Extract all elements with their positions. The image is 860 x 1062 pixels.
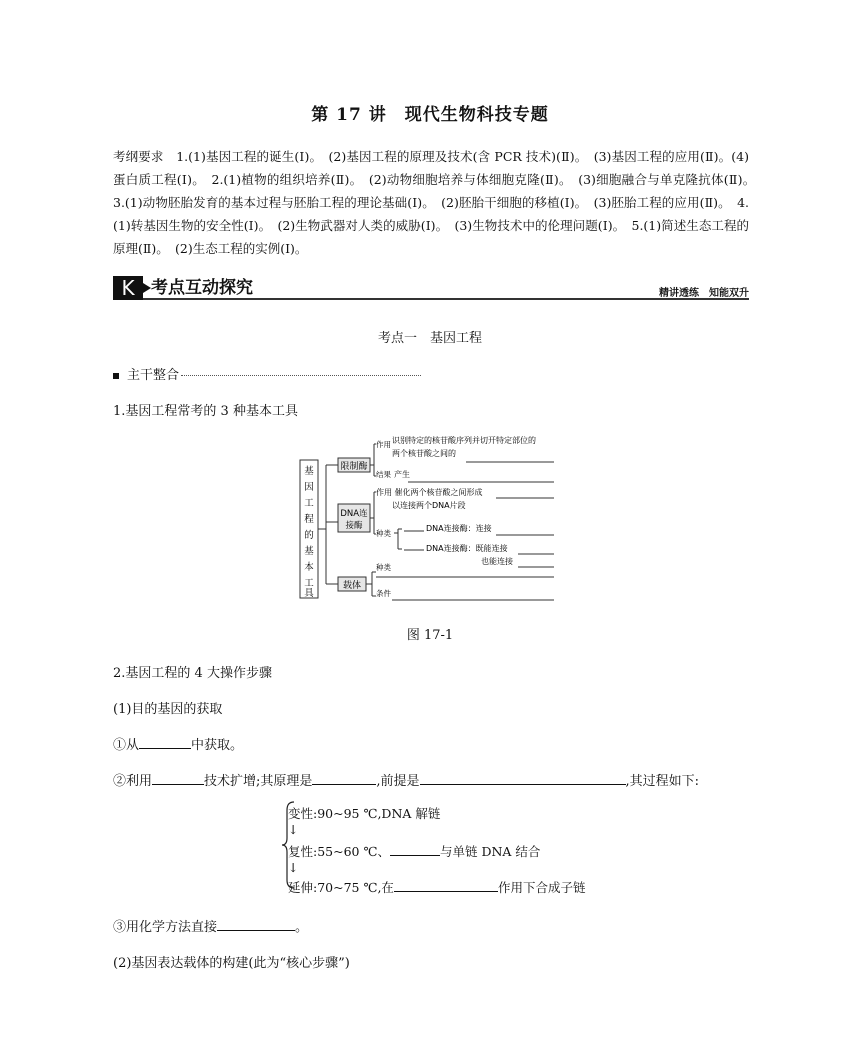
q2-text-d: ,其过程如下: [625,774,700,789]
root-char-1: 因 [304,482,314,493]
root-char-4: 的 [304,530,314,541]
item-heading-2: 2.基因工程的 4 大操作步骤 [113,666,272,681]
figure-caption: 图 17-1 [406,628,454,643]
dotted-rule [181,375,421,376]
q3-text-a: ③用化学方法直接 [113,920,218,935]
pcr-arrow-2: ↓ [288,860,299,875]
t1-line2: 两个核苷酸之间的 [392,449,456,458]
pcr-step-3-b: 作用下合成子链 [497,880,586,895]
section-banner [113,276,749,300]
step-heading-1: (1)目的基因的获取 [113,702,223,717]
question-line-2 [113,770,699,789]
answer-blank[interactable] [390,843,440,856]
t1-zuoyong: 作用 [376,440,391,449]
tool3-label: 载体 [342,581,362,591]
answer-blank[interactable] [152,772,204,785]
ligase1-text: DNA连接酶：连接 [426,524,492,533]
t2-line1: 作用 催化两个核苷酸之间形成 [376,488,483,497]
answer-blank[interactable] [139,736,191,749]
tool2-label-a: DNA连 [340,509,368,519]
answer-blank[interactable] [217,918,295,931]
root-char-7: 工 [304,578,314,589]
syllabus-requirements [113,145,762,260]
pcr-step-3 [288,878,585,896]
ligase-bracket [394,529,402,549]
answer-blank[interactable] [312,772,376,785]
ligase2-text: DNA连接酶：既能连接 [426,544,508,553]
pcr-step-2-a: 复性:55~60 ℃、 [288,844,390,859]
t3-zhonglei: 种类 [376,563,391,572]
tool3-bracket [366,572,376,596]
step-heading-2: (2)基因表达载体的构建(此为“核心步骤”) [113,956,350,971]
requirements-text: 1.(1)基因工程的诞生(Ⅰ)。 (2)基因工程的原理及技术(含 PCR 技术)(Ⅱ)。 (3)基因工程的应用(Ⅱ)。(4)蛋白质工程(Ⅰ)。 2.(1)植物的组织培养(Ⅱ)。 (2)动物细胞培养与体细胞克隆(Ⅱ)。 (3)细胞融合与单克隆抗体(Ⅱ)。 3.(1)动物胚胎发育的基本过程与胚胎工程的理论基础(Ⅰ)。 (2)胚胎干细胞的移植(Ⅰ)。 (3)胚胎工程的应用(Ⅱ)。 4.(1)转基因生物的安全性(Ⅰ)。 (2)生物武器对人类的威胁(Ⅰ)。 (3)生物技术中的伦理问题(Ⅰ)。 5.(1)简述生态工程的原理(Ⅱ)。 (2)生态工程的实例(Ⅰ)。 [113,149,762,256]
pcr-step-3-a: 延伸:70~75 ℃,在 [288,880,394,895]
answer-blank[interactable] [420,772,626,785]
banner-rule [143,298,749,300]
question-line-1 [113,734,243,753]
t2-line2: 以连接两个DNA片段 [392,501,466,510]
subheading [113,364,421,383]
square-bullet-icon [113,373,119,379]
t1-jieguo: 结果 [376,470,391,479]
section-heading: 考点一 基因工程 [377,331,482,346]
q1-text-a: ①从 [113,738,140,753]
root-char-2: 工 [304,498,314,509]
root-char-8: 具 [304,588,314,599]
root-char-3: 程 [304,514,314,525]
root-bracket [318,465,338,584]
k-logo-icon: K [113,276,143,300]
t1-line1: 识别特定的核苷酸序列并切开特定部位的 [392,436,536,445]
requirements-label: 考纲要求 [113,149,164,164]
q3-text-b: 。 [295,920,309,935]
tool2-label-b: 接酶 [345,521,363,531]
root-char-5: 基 [304,546,314,557]
pcr-step-2 [288,842,540,860]
q2-text-b: 技术扩增;其原理是 [204,774,313,789]
ligase3-text: 也能连接 [481,557,513,566]
root-char-0: 基 [304,466,314,477]
banner-title: 考点互动探究 [151,278,253,298]
answer-blank[interactable] [394,879,498,892]
pcr-step-2-b: 与单链 DNA 结合 [439,844,541,859]
tool1-label: 限制酶 [340,462,368,472]
t2-zhonglei: 种类 [376,529,391,538]
t3-tiaojian: 条件 [376,589,391,598]
root-char-6: 本 [304,562,314,573]
tools-diagram [296,432,561,604]
tool2-bracket [370,492,376,534]
subheading-text: 主干整合 [127,368,180,383]
pcr-step-1: 变性:90~95 ℃,DNA 解链 [288,806,441,821]
question-line-3 [113,916,308,935]
pcr-arrow-1: ↓ [288,822,299,837]
page-title: 第 17 讲 现代生物科技专题 [311,105,549,125]
t1-chansheng: 产生 [394,470,410,479]
item-heading-1: 1.基因工程常考的 3 种基本工具 [113,404,298,419]
q2-text-c: ,前提是 [376,774,420,789]
q2-text-a: ②利用 [113,774,153,789]
banner-tagline: 精讲透练 知能双升 [659,288,749,299]
q1-text-b: 中获取。 [191,738,244,753]
